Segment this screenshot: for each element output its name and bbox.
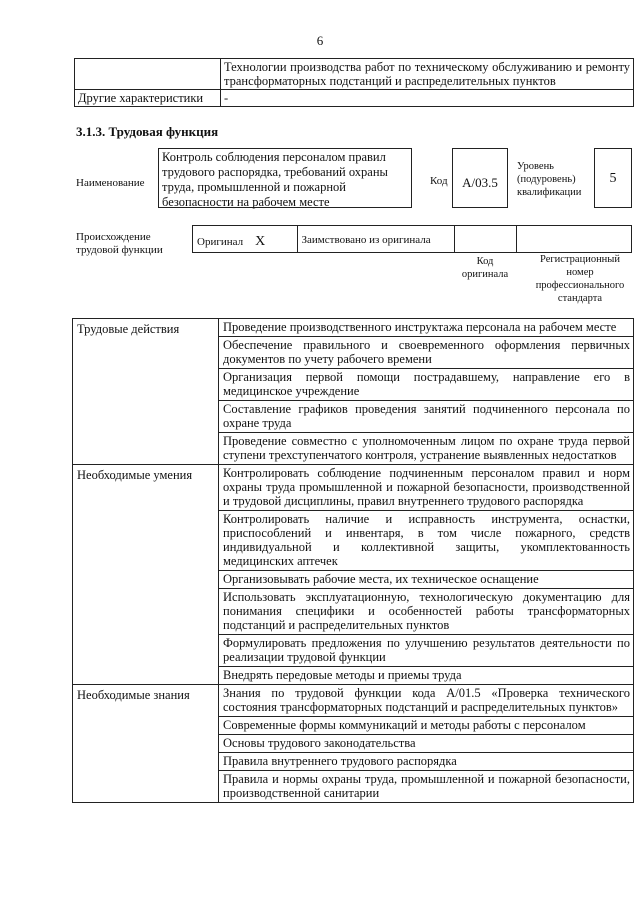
section-item: Организация первой помощи пострадавшему, направление его в медицинское учреждение <box>219 369 634 401</box>
section-label: Необходимые умения <box>73 465 219 685</box>
section-item: Правила и нормы охраны труда, промышленной и пожарной безопасности, производственной санитарии <box>219 771 634 803</box>
section-item: Знания по трудовой функции кода А/01.5 «Проверка технического состояния трансформаторных подстанций и распределительных пунктов» <box>219 685 634 717</box>
borrowed-cell: Заимствовано из оригинала <box>298 226 455 252</box>
name-label: Наименование <box>76 177 145 189</box>
level-value-box: 5 <box>594 148 632 208</box>
section-item: Обеспечение правильного и своевременного оформления первичных документов по учету рабочего времени <box>219 337 634 369</box>
section-item: Проведение производственного инструктажа персонала на рабочем месте <box>219 319 634 337</box>
code-label: Код <box>430 175 448 187</box>
section-item: Составление графиков проведения занятий подчиненного персонала по охране труда <box>219 401 634 433</box>
section-item: Внедрять передовые методы и приемы труда <box>219 667 634 685</box>
section-item: Контролировать соблюдение подчиненным персоналом правил и норм охраны труда промышленной и пожарной безопасности, производственной и трудовой дисциплины, правил внутреннего трудового распорядка <box>219 465 634 511</box>
table-row <box>73 685 634 717</box>
table-cell-empty <box>75 59 221 90</box>
top-table <box>74 58 634 107</box>
table-row <box>75 90 634 107</box>
level-label: Уровень (подуровень) квалификации <box>517 161 582 198</box>
code-original-caption: Код оригинала <box>461 256 509 280</box>
table-row <box>73 465 634 511</box>
original-cell <box>193 226 298 252</box>
section-title: 3.1.3. Трудовая функция <box>76 124 219 139</box>
page-number: 6 <box>316 33 324 48</box>
section-item: Контролировать наличие и исправность инструмента, оснастки, приспособлений и инвентаря, в том числе пожарного, средств индивидуальной и коллективной защиты, укомплектованность медицинских аптечек <box>219 511 634 571</box>
section-item: Современные формы коммуникаций и методы работы с персоналом <box>219 717 634 735</box>
section-item: Правила внутреннего трудового распорядка <box>219 753 634 771</box>
section-item: Организовывать рабочие места, их техническое оснащение <box>219 571 634 589</box>
code-value-box: А/03.5 <box>452 148 508 208</box>
function-name-box: Контроль соблюдения персоналом правил трудового распорядка, требований охраны труда, промышленной и пожарной безопасности на рабочем месте <box>158 148 412 208</box>
section-label: Необходимые знания <box>73 685 219 803</box>
reg-number-caption: Регистрационный номер профессионального стандарта <box>535 254 625 304</box>
table-row <box>75 59 634 90</box>
section-item: Формулировать предложения по улучшению результатов деятельности по реализации трудовой функции <box>219 635 634 667</box>
original-label: Оригинал <box>197 236 244 248</box>
section-item: Проведение совместно с уполномоченным лицом по охране труда первой ступени трехступенчатого контроля, устранение выявленных недостатков <box>219 433 634 465</box>
reg-number-cell <box>517 226 631 252</box>
origin-row <box>192 225 632 253</box>
labor-function-table <box>72 318 634 803</box>
section-label: Трудовые действия <box>73 319 219 465</box>
original-code-cell <box>455 226 517 252</box>
original-mark: X <box>255 234 266 249</box>
section-item: Использовать эксплуатационную, технологическую документацию для понимания специфики и особенностей работы трансформаторных подстанций и распределительных пунктов <box>219 589 634 635</box>
other-characteristics-label: Другие характеристики <box>75 90 221 107</box>
origin-label: Происхождение трудовой функции <box>76 231 163 256</box>
table-row <box>73 319 634 337</box>
technologies-text: Технологии производства работ по техническому обслуживанию и ремонту трансформаторных подстанций и распределительных пунктов <box>221 59 634 90</box>
other-characteristics-value: - <box>221 90 634 107</box>
section-item: Основы трудового законодательства <box>219 735 634 753</box>
